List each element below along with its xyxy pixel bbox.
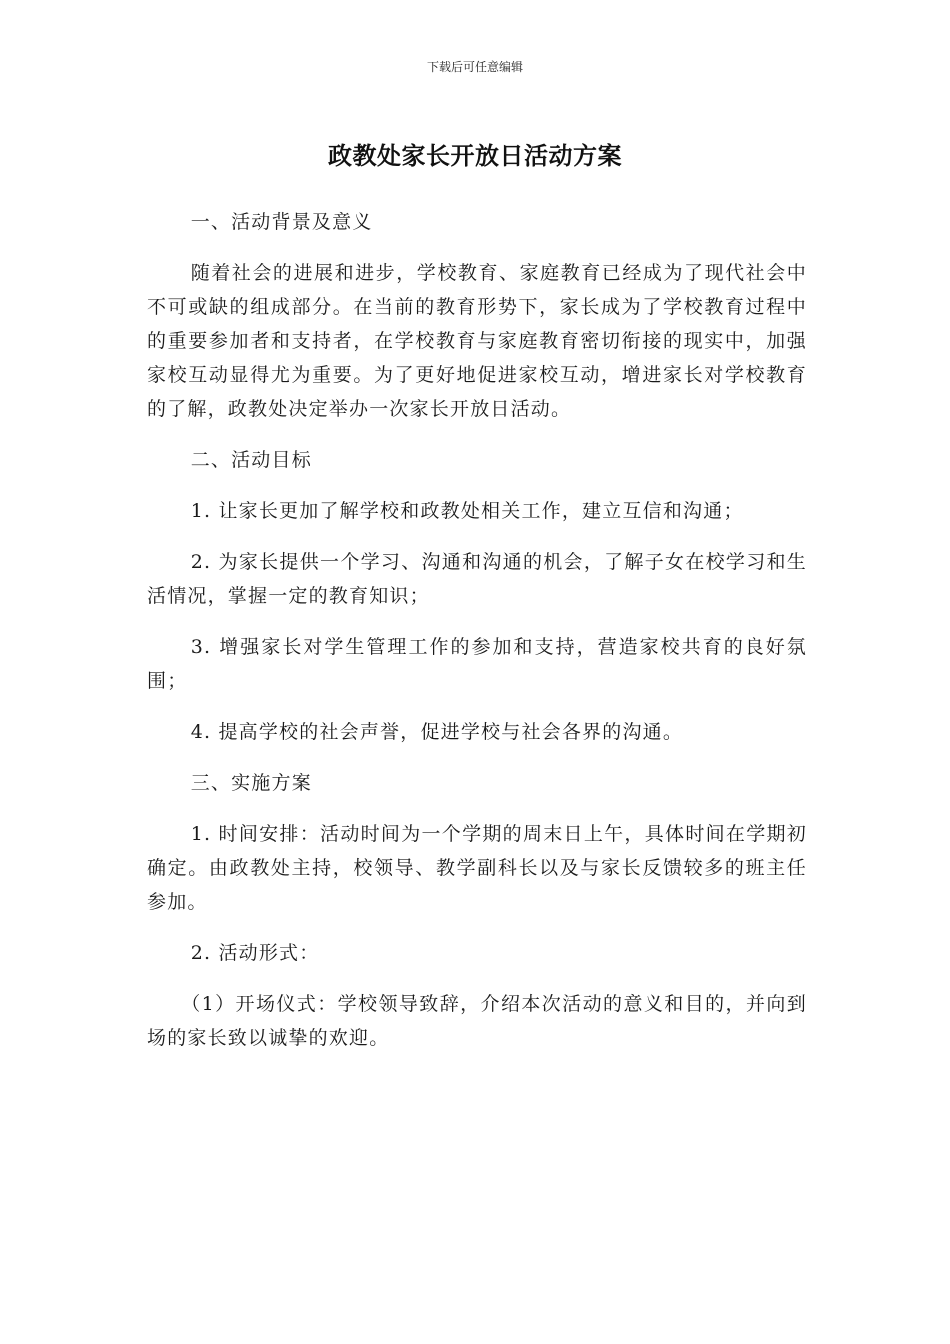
paragraph: 随着社会的进展和进步，学校教育、家庭教育已经成为了现代社会中不可或缺的组成部分。在当前的教育形势下，家长成为了学校教育过程中的重要参加者和支持者，在学校教育与家庭教育密切衔接的现实中，加强家校互动显得尤为重要。为了更好地促进家校互动，增进家长对学校教育的了解，政教处决定举办一次家长开放日活动。: [147, 262, 807, 420]
list-item: 2. 活动形式：: [190, 942, 320, 964]
section-heading: 二、活动目标: [190, 449, 312, 471]
list-item: 1. 时间安排：活动时间为一个学期的周末日上午，具体时间在学期初确定。由政教处主持，校领导、教学副科长以及与家长反馈较多的班主任参加。: [147, 823, 807, 913]
section-heading: 一、活动背景及意义: [190, 211, 373, 233]
document-title: 政教处家长开放日活动方案: [328, 142, 622, 170]
list-item: 2. 为家长提供一个学习、沟通和沟通的机会，了解子女在校学习和生活情况，掌握一定的教育知识；: [147, 551, 807, 607]
list-item: 1. 让家长更加了解学校和政教处相关工作，建立互信和沟通；: [190, 500, 744, 522]
list-item: 3. 增强家长对学生管理工作的参加和支持，营造家校共育的良好氛围；: [147, 636, 807, 692]
sub-list-item: （1）开场仪式：学校领导致辞，介绍本次活动的意义和目的，并向到场的家长致以诚挚的欢迎。: [147, 993, 807, 1049]
list-item: 4. 提高学校的社会声誉，促进学校与社会各界的沟通。: [190, 721, 684, 743]
header-note: 下载后可任意编辑: [426, 60, 523, 74]
document-body: [147, 205, 807, 1072]
section-heading: 三、实施方案: [190, 772, 312, 794]
